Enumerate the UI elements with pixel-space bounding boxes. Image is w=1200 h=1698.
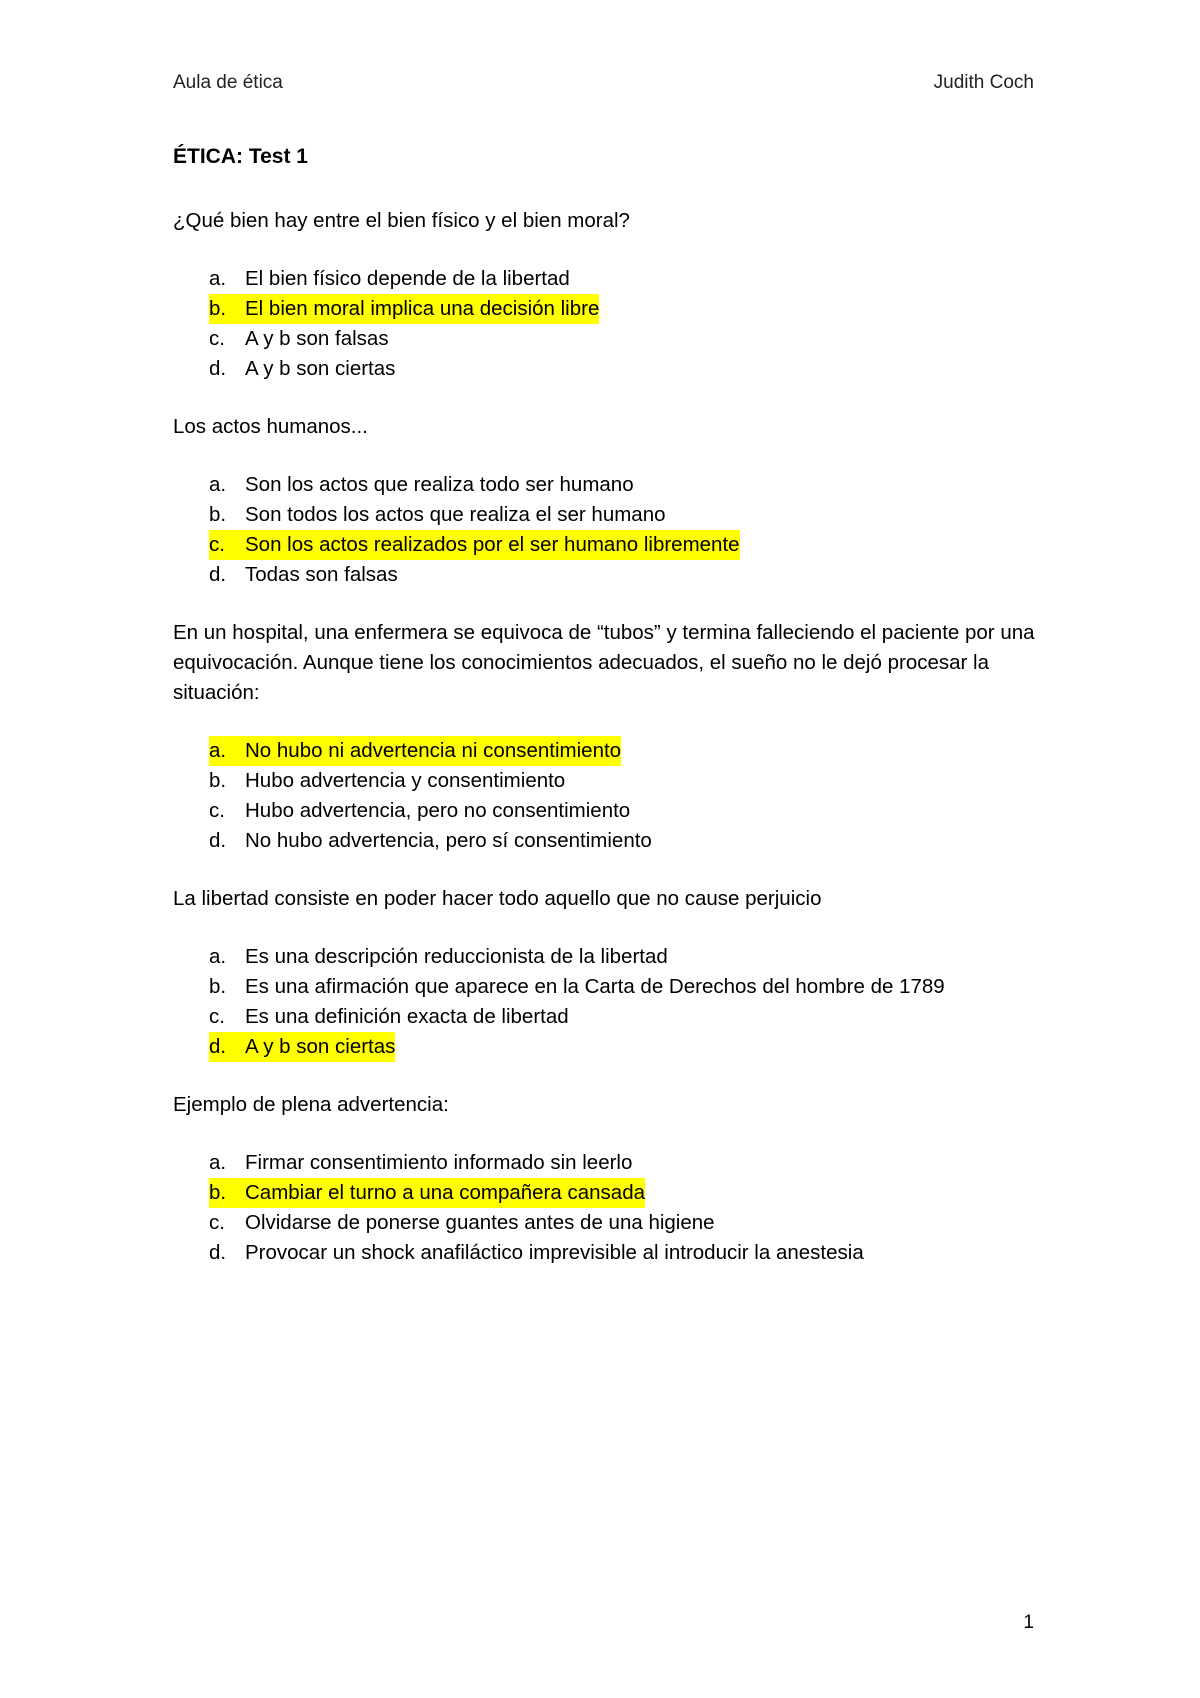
question-text: Los actos humanos...	[173, 415, 368, 438]
option-letter: b.	[209, 769, 227, 792]
option-text: No hubo ni advertencia ni consentimiento	[245, 736, 621, 766]
option-item	[173, 1208, 1043, 1238]
option-letter: c.	[209, 1005, 225, 1028]
question-block	[173, 412, 1043, 590]
option-text: El bien moral implica una decisión libre	[245, 294, 599, 324]
option-letter: c.	[209, 530, 245, 560]
option-text: Es una definición exacta de libertad	[245, 1005, 569, 1028]
option-letter: b.	[209, 975, 227, 998]
option-text: Cambiar el turno a una compañera cansada	[245, 1178, 645, 1208]
option-item	[173, 1032, 1043, 1062]
option-item	[173, 294, 1043, 324]
question-block	[173, 884, 1043, 1062]
option-letter: d.	[209, 357, 227, 380]
option-letter: b.	[209, 503, 227, 526]
option-text: El bien físico depende de la libertad	[245, 267, 570, 290]
option-text: Firmar consentimiento informado sin leerlo	[245, 1151, 633, 1174]
option-item	[173, 530, 1043, 560]
option-text: A y b son ciertas	[245, 1032, 395, 1062]
option-text: Hubo advertencia y consentimiento	[245, 769, 566, 792]
page-title: ÉTICA: Test 1	[173, 145, 308, 168]
option-letter: a.	[209, 267, 227, 290]
option-item	[173, 736, 1043, 766]
option-text: Todas son falsas	[245, 563, 398, 586]
option-letter: a.	[209, 945, 227, 968]
question-block	[173, 1090, 1043, 1268]
option-letter: a.	[209, 473, 227, 496]
header-course: Aula de ética	[173, 72, 283, 93]
option-item	[173, 796, 1043, 826]
option-letter: a.	[209, 736, 245, 766]
option-list	[173, 1148, 1043, 1268]
questions-container	[173, 206, 1043, 1296]
option-item	[173, 1002, 1043, 1032]
option-item	[173, 1148, 1043, 1178]
option-list	[173, 942, 1043, 1062]
question-text: La libertad consiste en poder hacer todo aquello que no cause perjuicio	[173, 887, 822, 910]
option-text: Son los actos realizados por el ser humano libremente	[245, 530, 740, 560]
option-text: Es una descripción reduccionista de la libertad	[245, 945, 668, 968]
option-item	[173, 826, 1043, 856]
question-text: En un hospital, una enfermera se equivoca de “tubos” y termina falleciendo el paciente por una equivocación. Aunque tiene los conocimientos adecuados, el sueño no le dejó procesar la situación:	[173, 621, 1035, 704]
option-text: Son los actos que realiza todo ser humano	[245, 473, 634, 496]
option-item	[173, 324, 1043, 354]
option-text: A y b son ciertas	[245, 357, 396, 380]
option-list	[173, 736, 1043, 856]
option-item	[173, 500, 1043, 530]
option-letter: b.	[209, 1178, 245, 1208]
option-item	[173, 560, 1043, 590]
question-text: ¿Qué bien hay entre el bien físico y el bien moral?	[173, 209, 630, 232]
option-letter: d.	[209, 1032, 245, 1062]
option-item	[173, 942, 1043, 972]
question-text: Ejemplo de plena advertencia:	[173, 1093, 449, 1116]
option-item	[173, 264, 1043, 294]
option-letter: c.	[209, 327, 225, 350]
option-letter: d.	[209, 829, 227, 852]
page-number: 1	[1023, 1612, 1034, 1633]
option-text: Es una afirmación que aparece en la Carta de Derechos del hombre de 1789	[245, 975, 945, 998]
question-block	[173, 618, 1043, 856]
option-text: No hubo advertencia, pero sí consentimiento	[245, 829, 652, 852]
option-letter: c.	[209, 1211, 225, 1234]
option-letter: a.	[209, 1151, 227, 1174]
option-letter: d.	[209, 1241, 227, 1264]
option-text: A y b son falsas	[245, 327, 389, 350]
option-item	[173, 1238, 1043, 1268]
option-text: Hubo advertencia, pero no consentimiento	[245, 799, 631, 822]
option-text: Olvidarse de ponerse guantes antes de una higiene	[245, 1211, 715, 1234]
option-letter: d.	[209, 563, 227, 586]
option-item	[173, 1178, 1043, 1208]
option-letter: b.	[209, 294, 245, 324]
option-item	[173, 766, 1043, 796]
option-letter: c.	[209, 799, 225, 822]
option-text: Provocar un shock anafiláctico imprevisible al introducir la anestesia	[245, 1241, 864, 1264]
option-item	[173, 354, 1043, 384]
option-item	[173, 972, 1043, 1002]
option-text: Son todos los actos que realiza el ser humano	[245, 503, 666, 526]
option-list	[173, 470, 1043, 590]
option-item	[173, 470, 1043, 500]
question-block	[173, 206, 1043, 384]
header-author: Judith Coch	[933, 72, 1034, 93]
option-list	[173, 264, 1043, 384]
